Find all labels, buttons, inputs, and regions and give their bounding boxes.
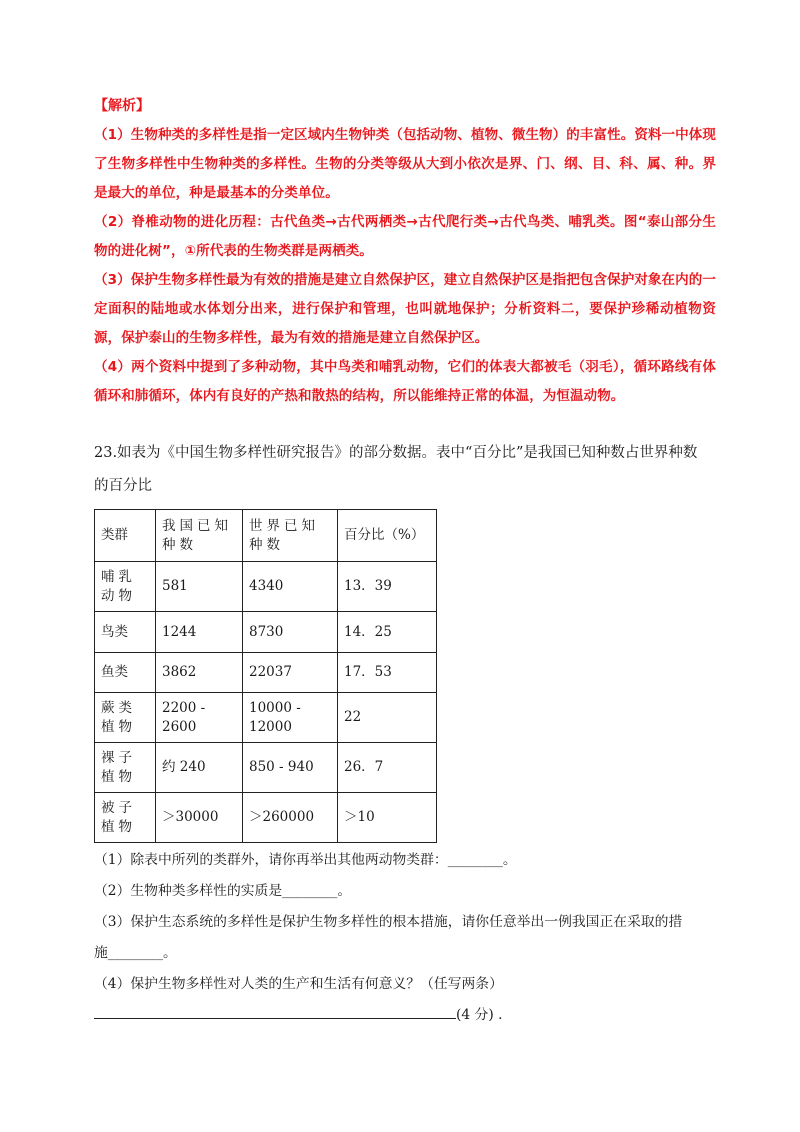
table-cell: 850 - 940 bbox=[243, 743, 338, 793]
answer-blank-line[interactable] bbox=[94, 1004, 456, 1019]
analysis-paragraph-3: （3）保护生物多样性最为有效的措施是建立自然保护区，建立自然保护区是指把包含保护对象在内的一定面积的陆地或水体划分出来，进行保护和管理，也叫就地保护；分析资料二，要保护珍稀动植物资源，保护泰山的生物多样性，最为有效的措施是建立自然保护区。 bbox=[94, 272, 716, 346]
table-cell: 10000 - 12000 bbox=[243, 693, 338, 743]
table-header-cell: 我国已知种数 bbox=[156, 510, 243, 562]
table-row bbox=[95, 793, 437, 843]
table-cell: 被子植物 bbox=[95, 793, 156, 843]
table-cell: ＞30000 bbox=[156, 793, 243, 843]
table-cell: 蕨类植物 bbox=[95, 693, 156, 743]
analysis-paragraph-4: （4）两个资料中提到了多种动物，其中鸟类和哺乳动物，它们的体表大都被毛（羽毛），循环路线有体循环和肺循环，体内有良好的产热和散热的结构，所以能维持正常的体温，为恒温动物。 bbox=[94, 359, 716, 404]
table-row bbox=[95, 743, 437, 793]
table-cell: 581 bbox=[156, 562, 243, 612]
table-cell: ＞260000 bbox=[243, 793, 338, 843]
table-header-cell: 世界已知种数 bbox=[243, 510, 338, 562]
analysis-heading: 【解析】 bbox=[94, 98, 150, 114]
table-cell: 4340 bbox=[243, 562, 338, 612]
analysis-section bbox=[94, 92, 716, 411]
table-header-row bbox=[95, 510, 437, 562]
biodiversity-table bbox=[94, 509, 437, 843]
table-cell: 鸟类 bbox=[95, 612, 156, 653]
table-cell: ＞10 bbox=[338, 793, 437, 843]
table-cell: 3862 bbox=[156, 653, 243, 693]
table-cell: 17．53 bbox=[338, 653, 437, 693]
table-cell: 1244 bbox=[156, 612, 243, 653]
table-cell: 22037 bbox=[243, 653, 338, 693]
table-row bbox=[95, 562, 437, 612]
subquestion-1: （1）除表中所列的类群外，请你再举出其他两动物类群：________。 bbox=[94, 852, 517, 868]
question-stem-line2: 的百分比 bbox=[94, 478, 152, 494]
table-header-cell: 类群 bbox=[95, 510, 156, 562]
table-cell: 2200 - 2600 bbox=[156, 693, 243, 743]
table-cell: 8730 bbox=[243, 612, 338, 653]
table-cell: 14．25 bbox=[338, 612, 437, 653]
page bbox=[94, 92, 716, 1031]
answer-line-row bbox=[94, 1000, 716, 1031]
table-header-cell: 百分比（%） bbox=[338, 510, 437, 562]
table-cell: 13．39 bbox=[338, 562, 437, 612]
table-cell: 约 240 bbox=[156, 743, 243, 793]
subquestion-2: （2）生物种类多样性的实质是________。 bbox=[94, 883, 352, 899]
question-stem-line1: 23.如表为《中国生物多样性研究报告》的部分数据。表中“百分比”是我国已知种数占世界种数 bbox=[94, 445, 698, 461]
score-note: (4 分) . bbox=[456, 1007, 503, 1023]
table-cell: 22 bbox=[338, 693, 437, 743]
analysis-paragraph-1: （1）生物种类的多样性是指一定区域内生物钟类（包括动物、植物、微生物）的丰富性。资料一中体现了生物多样性中生物种类的多样性。生物的分类等级从大到小依次是界、门、纲、目、科、属、种。界是最大的单位，种是最基本的分类单位。 bbox=[94, 127, 716, 201]
subquestion-4: （4）保护生物多样性对人类的生产和生活有何意义？（任写两条） bbox=[94, 976, 503, 992]
subquestion-3-line2: 施________。 bbox=[94, 945, 177, 961]
table-cell: 哺乳动物 bbox=[95, 562, 156, 612]
table-cell: 鱼类 bbox=[95, 653, 156, 693]
table-row bbox=[95, 612, 437, 653]
table-cell: 26．7 bbox=[338, 743, 437, 793]
question-23 bbox=[94, 437, 716, 503]
analysis-paragraph-2: （2）脊椎动物的进化历程：古代鱼类→古代两栖类→古代爬行类→古代鸟类、哺乳类。图“泰山部分生物的进化树”，①所代表的生物类群是两栖类。 bbox=[94, 214, 716, 259]
subquestion-3-line1: （3）保护生态系统的多样性是保护生物多样性的根本措施，请你任意举出一例我国正在采取的措 bbox=[94, 914, 683, 930]
table-cell: 裸子植物 bbox=[95, 743, 156, 793]
table-row bbox=[95, 653, 437, 693]
table-row bbox=[95, 693, 437, 743]
